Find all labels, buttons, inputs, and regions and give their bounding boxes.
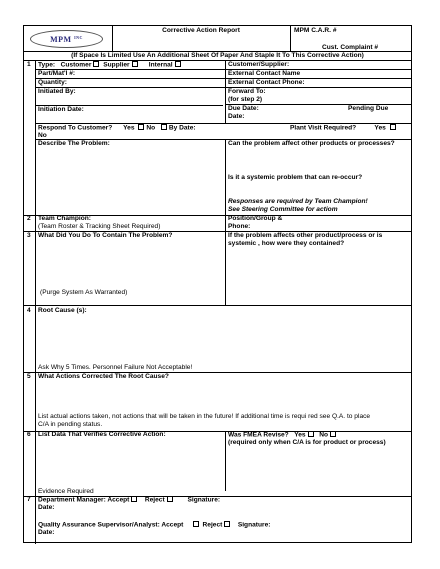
contain-problem-label: What Did You Do To Contain The Problem? xyxy=(38,232,173,239)
fmea-no-label: No xyxy=(319,431,329,439)
complaint-number-label: Cust. Complaint # xyxy=(322,44,379,51)
respond-to-customer-label: Respond To Customer? xyxy=(38,124,113,132)
team-champion-label: Team Champion: xyxy=(38,215,91,222)
section-number-3: 3 xyxy=(27,232,31,239)
forward-to-note: (for step 2) xyxy=(228,96,263,103)
type-internal-label: Internal xyxy=(148,61,173,69)
affects-other-line1: If the problem affects other product/process or is xyxy=(228,232,383,239)
describe-problem-label: Describe The Problem: xyxy=(38,140,110,147)
number-column-divider xyxy=(35,60,36,544)
car-number-label: MPM C.A.R. # xyxy=(294,27,337,34)
customer-supplier-label: Customer/Supplier: xyxy=(228,61,290,68)
report-title: Corrective Action Report xyxy=(162,27,240,34)
line xyxy=(35,87,411,88)
line xyxy=(35,69,411,70)
initiated-by-label: Initiated By: xyxy=(38,88,76,95)
header-divider-right xyxy=(290,26,291,51)
evidence-note: Evidence Required xyxy=(38,488,94,495)
plant-visit-row xyxy=(290,124,398,132)
type-label: Type: xyxy=(38,61,56,69)
plant-visit-yes-label: Yes xyxy=(374,124,386,132)
dept-manager-reject-checkbox[interactable] xyxy=(167,496,173,502)
respond-by-date-label: By Date: xyxy=(168,124,196,132)
respond-no-wrap: No xyxy=(38,132,47,139)
phone-label: Phone: xyxy=(228,223,251,230)
responses-note: Responses are required by Team Champion! xyxy=(228,198,368,205)
dept-manager-date-label: Date: xyxy=(38,504,55,511)
dept-manager-accept-label: Department Manager: Accept xyxy=(38,496,130,504)
respond-yes-label: Yes xyxy=(123,124,135,132)
logo-text: MPM xyxy=(50,35,72,44)
root-cause-label: Root Cause (s): xyxy=(38,307,87,314)
affects-other-line2: systemic , how were they contained? xyxy=(228,240,345,247)
space-notice: (If Space Is Limited Use An Additional Sheet Of Paper And Staple It To This Corrective Action) xyxy=(71,52,364,59)
dept-manager-accept-checkbox[interactable] xyxy=(131,496,137,502)
plant-visit-label: Plant Visit Required? xyxy=(290,124,357,132)
qa-accept-label: Quality Assurance Supervisor/Analyst: Accept xyxy=(38,521,184,529)
middle-divider xyxy=(225,431,226,491)
section-number-6: 6 xyxy=(27,431,31,438)
quantity-label: Quantity: xyxy=(38,79,67,86)
respond-no-checkbox[interactable] xyxy=(161,124,167,130)
actions-note-line1: List actual actions taken, not actions that will be taken in the future! If additional time is requi red see Q.A. to place xyxy=(38,413,371,420)
verify-data-label: List Data That Verifies Corrective Action: xyxy=(38,431,166,438)
actions-note-line2: C/A in pending status. xyxy=(38,421,103,428)
systemic-question: Is it a systemic problem that can re-occur? xyxy=(228,174,363,181)
part-number-label: Part/Mat'l #: xyxy=(38,70,76,77)
fmea-row xyxy=(228,431,338,439)
position-group-label: Position/Group & xyxy=(228,215,283,222)
qa-reject-checkbox[interactable] xyxy=(224,521,230,527)
dept-manager-row xyxy=(38,496,220,504)
respond-yes-checkbox[interactable] xyxy=(138,124,144,130)
qa-accept-checkbox[interactable] xyxy=(193,521,199,527)
section-number-2: 2 xyxy=(27,215,31,222)
steering-note: See Steering Committee for actiom xyxy=(228,206,338,213)
due-date-label: Due Date: xyxy=(228,105,259,112)
respond-row xyxy=(38,124,196,132)
type-supplier-checkbox[interactable] xyxy=(132,61,138,67)
affect-question: Can the problem affect other products or processes? xyxy=(228,140,395,147)
section-number-7: 7 xyxy=(27,496,31,503)
corrective-action-form xyxy=(23,25,412,543)
external-contact-name-label: External Contact Name xyxy=(228,70,301,77)
team-roster-note: (Team Roster & Tracking Sheet Required) xyxy=(38,223,161,230)
dept-manager-reject-label: Reject xyxy=(144,496,165,504)
qa-date-label: Date: xyxy=(38,529,55,536)
why-note: Ask Why 5 Times. Personnel Failure Not Acceptable! xyxy=(38,364,193,371)
type-customer-checkbox[interactable] xyxy=(93,61,99,67)
fmea-yes-label: Yes xyxy=(294,431,306,439)
middle-divider xyxy=(225,139,226,305)
mpm-logo xyxy=(30,30,103,48)
respond-no-label: No xyxy=(146,124,156,132)
pending-due-label: Pending Due xyxy=(348,105,389,112)
type-internal-checkbox[interactable] xyxy=(175,61,181,67)
fmea-no-checkbox[interactable] xyxy=(330,431,336,437)
qa-signature-label: Signature: xyxy=(237,521,271,529)
fmea-yes-checkbox[interactable] xyxy=(308,431,314,437)
root-cause-actions-label: What Actions Corrected The Root Cause? xyxy=(38,373,169,380)
type-customer-label: Customer xyxy=(60,61,92,69)
line xyxy=(24,305,411,306)
line xyxy=(35,78,411,79)
logo-suffix: INC xyxy=(74,35,83,40)
plant-visit-yes-checkbox[interactable] xyxy=(390,124,396,130)
section-number-4: 4 xyxy=(27,307,31,314)
due-date-line2: Date: xyxy=(228,113,245,120)
section-number-1: 1 xyxy=(27,61,31,68)
fmea-revise-label: Was FMEA Revise? xyxy=(228,431,289,439)
section-number-5: 5 xyxy=(27,373,31,380)
dept-manager-signature-label: Signature: xyxy=(187,496,221,504)
initiation-date-label: Initiation Date: xyxy=(38,106,84,113)
qa-row xyxy=(38,521,270,529)
qa-reject-label: Reject xyxy=(202,521,223,529)
type-row xyxy=(38,61,183,69)
fmea-note: (required only when C/A is for product or process) xyxy=(228,439,386,446)
external-contact-phone-label: External Contact Phone: xyxy=(228,79,305,86)
purge-note: (Purge System As Warranted) xyxy=(40,289,128,296)
type-supplier-label: Supplier xyxy=(103,61,130,69)
forward-to-label: Forward To: xyxy=(228,88,266,95)
